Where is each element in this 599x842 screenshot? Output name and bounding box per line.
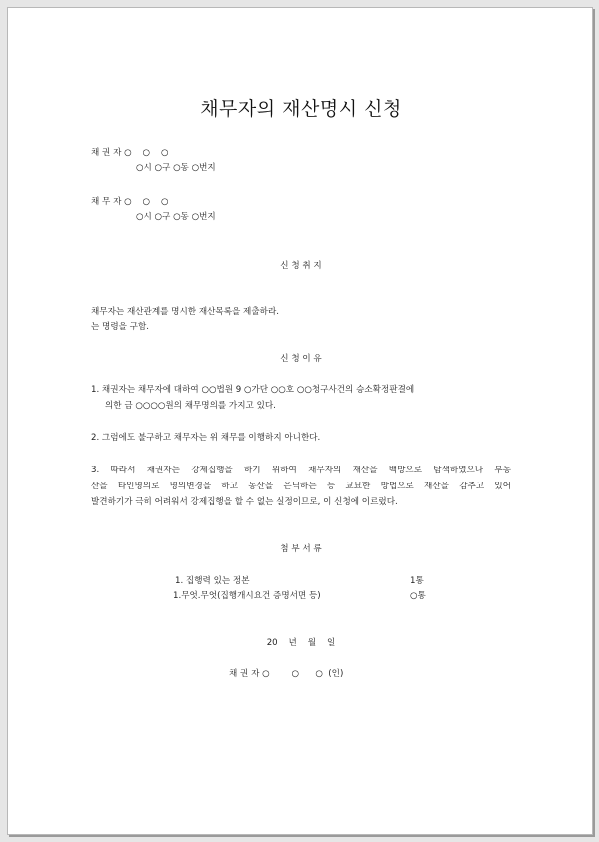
signature-line: 채 권 자 ○ ○ ○ (인) [229, 669, 344, 679]
debtor-line: 채 무 자 ○ ○ ○ [91, 197, 169, 207]
reason-1-line-2: 의한 금 ○○○○원의 채무명의를 가지고 있다. [105, 401, 276, 411]
reason-3-line-3: 발견하기가 극히 어려워서 강제집행을 할 수 없는 실정이므로, 이 신청에 이르렀다. [91, 497, 398, 507]
reason-3-line-2: 산을 타인명의로 명의변경을 하고 동산을 은닉하는 등 교묘한 방법으로 재산을 감추고 있어 [91, 482, 511, 491]
attachment-1-label: 1. 집행력 있는 정본 [175, 576, 250, 586]
attachment-1-count: 1통 [410, 576, 424, 586]
purpose-heading: 신 청 취 지 [280, 261, 322, 271]
reason-2: 2. 그럼에도 불구하고 채무자는 위 채무를 이행하지 아니한다. [91, 433, 321, 443]
attachment-2-count: ○통 [410, 591, 426, 601]
document-page [7, 7, 593, 835]
purpose-line-2: 는 명령을 구함. [91, 322, 150, 332]
attachment-2-label: 1.무엇.무엇(집행개시요건 증명서면 등) [173, 591, 321, 601]
creditor-address: ○시 ○구 ○동 ○번지 [136, 163, 216, 173]
date-line: 20 년 월 일 [266, 638, 336, 648]
purpose-line-1: 채무자는 재산관계를 명시한 재산목록을 제출하라. [91, 307, 279, 317]
creditor-line: 채 권 자 ○ ○ ○ [91, 148, 169, 158]
reason-1-line-1: 1. 채권자는 채무자에 대하여 ○○법원 9 ○가단 ○○호 ○○청구사건의 승소확정판결에 [91, 385, 415, 395]
document-title: 채무자의 재산명시 신청 [200, 98, 402, 120]
reason-3-line-1: 3. 따라서 채권자는 강제집행을 하기 위하여 채무자의 재산을 백방으로 탐색하였으나 부동 [91, 466, 511, 475]
reasons-heading: 신 청 이 유 [280, 354, 322, 364]
attachments-heading: 첨 부 서 류 [280, 544, 322, 554]
debtor-address: ○시 ○구 ○동 ○번지 [136, 212, 216, 222]
